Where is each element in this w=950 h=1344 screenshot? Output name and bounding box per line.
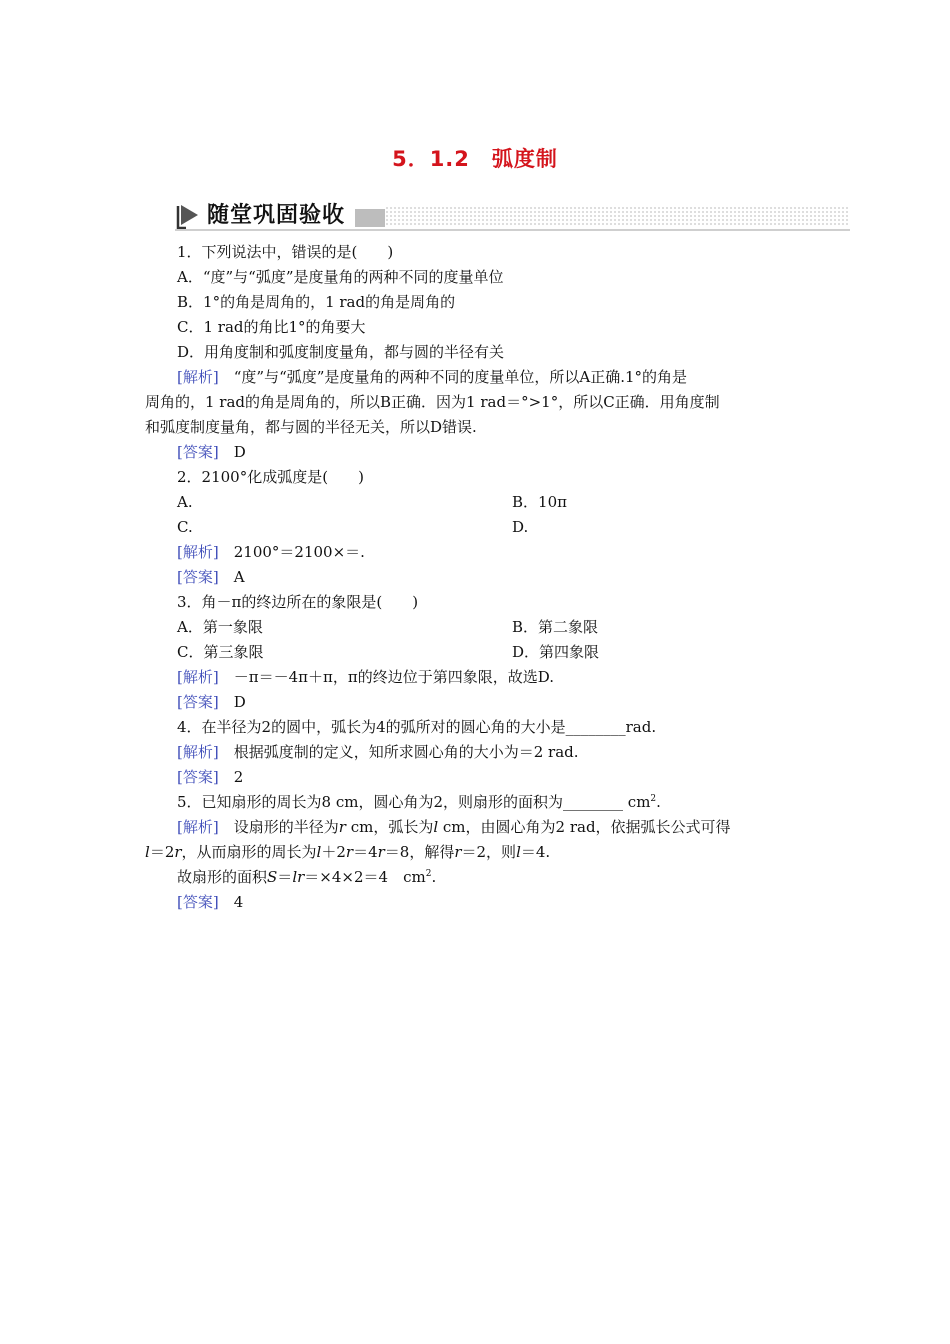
q3-option-a: A．第一象限	[177, 618, 263, 636]
var-r: r	[377, 843, 385, 861]
analysis-tag: [解析]	[177, 743, 219, 761]
page-title: 5．1.2 弧度制	[392, 147, 558, 171]
q5-b4: ＝4	[353, 843, 378, 861]
q5-b1: ＝2	[149, 843, 175, 861]
q2-analysis-text: 2100°＝2100×＝.	[233, 543, 365, 561]
banner-dots	[385, 206, 850, 226]
q5-b2: ，从而扇形的周长为	[181, 843, 317, 861]
q5-stem-sup: 2	[650, 794, 657, 804]
answer-tag: [答案]	[177, 693, 219, 711]
q1-option-d: D．用角度制和弧度制度量角，都与圆的半径有关	[177, 343, 505, 361]
q2-option-a: A.	[177, 493, 193, 511]
var-r: r	[338, 818, 346, 836]
q5-a3: cm，由圆心角为2 rad，依据弧长公式可得	[438, 818, 731, 836]
answer-tag: [答案]	[177, 893, 219, 911]
q5-answer	[145, 890, 810, 915]
q3-option-c: C．第三象限	[177, 643, 264, 661]
q5-c4: .	[431, 868, 437, 886]
q1-stem: 1．下列说法中，错误的是( )	[177, 243, 394, 261]
var-r: r	[174, 843, 182, 861]
q3-stem: 3．角－π的终边所在的象限是( )	[177, 593, 419, 611]
answer-tag: [答案]	[177, 568, 219, 586]
q1-option-a: A．“度”与“弧度”是度量角的两种不同的度量单位	[177, 268, 504, 286]
q2-answer	[145, 565, 810, 590]
q3-answer	[145, 690, 810, 715]
q5-c2: ＝	[277, 868, 293, 886]
q2-option-c: C.	[177, 518, 193, 536]
q5-b3: ＋2	[321, 843, 346, 861]
q3-analysis	[145, 665, 810, 690]
q1-option-c: C．1 rad的角比1°的角要大	[177, 318, 366, 336]
q5-a1: 设扇形的半径为	[233, 818, 339, 836]
q4-analysis-text: 根据弧度制的定义，知所求圆心角的大小为＝2 rad.	[233, 743, 579, 761]
q5-a2: cm，弧长为	[345, 818, 434, 836]
q5-b7: ＝4.	[520, 843, 551, 861]
q5-c3: ＝×4×2＝4 cm	[304, 868, 426, 886]
q5-b5: ＝8，解得	[384, 843, 455, 861]
q1-analysis-line1: “度”与“弧度”是度量角的两种不同的度量单位，所以A正确.1°的角是	[233, 368, 688, 386]
q5-b6: ＝2，则	[461, 843, 517, 861]
q2-options-row1	[145, 490, 810, 515]
exercise-content	[145, 240, 810, 915]
q2-answer-value: A	[233, 568, 245, 586]
q5-answer-value: 4	[233, 893, 244, 911]
q3-options-row1	[145, 615, 810, 640]
q2-analysis	[145, 540, 810, 565]
var-r: r	[454, 843, 462, 861]
q5-c-sup: 2	[425, 869, 432, 879]
q1-analysis-line3: 和弧度制度量角，都与圆的半径无关，所以D错误.	[145, 418, 477, 436]
q1-answer	[145, 440, 810, 465]
q1-answer-value: D	[233, 443, 246, 461]
q2-options-row2	[145, 515, 810, 540]
q4-analysis	[145, 740, 810, 765]
section-banner	[175, 200, 850, 234]
q1-analysis-line2: 周角的，1 rad的角是周角的，所以B正确．因为1 rad＝°>1°，所以C正确．用角度制	[145, 393, 720, 411]
var-s: S	[267, 868, 278, 886]
q2-option-d: D.	[512, 518, 529, 536]
q3-analysis-text: －π＝－4π＋π，π的终边位于第四象限，故选D.	[233, 668, 554, 686]
play-arrow-icon	[176, 203, 202, 229]
var-l: l	[433, 818, 439, 836]
q4-answer-value: 2	[233, 768, 244, 786]
q4-stem: 4．在半径为2的圆中，弧长为4的弧所对的圆心角的大小是________rad.	[177, 718, 657, 736]
analysis-tag: [解析]	[177, 543, 219, 561]
q5-stem-end: .	[656, 793, 661, 811]
q5-c1: 故扇形的面积	[177, 868, 268, 886]
q3-option-d: D．第四象限	[512, 643, 600, 661]
q3-answer-value: D	[233, 693, 246, 711]
q1-option-b: B．1°的角是周角的，1 rad的角是周角的	[177, 293, 456, 311]
analysis-tag: [解析]	[177, 818, 219, 836]
q2-stem: 2．2100°化成弧度是( )	[177, 468, 364, 486]
q5-analysis	[145, 815, 810, 890]
banner-grey-block	[355, 209, 385, 227]
analysis-tag: [解析]	[177, 368, 219, 386]
var-r: r	[345, 843, 354, 861]
answer-tag: [答案]	[177, 443, 219, 461]
q4-answer	[145, 765, 810, 790]
q5-analysis-line3	[145, 865, 810, 890]
q3-options-row2	[145, 640, 810, 665]
q5-analysis-line2	[145, 840, 810, 865]
var-l: l	[516, 843, 521, 861]
q5-stem-text: 5．已知扇形的周长为8 cm，圆心角为2，则扇形的面积为________ cm	[177, 793, 651, 811]
q5-stem	[145, 790, 810, 815]
analysis-tag: [解析]	[177, 668, 219, 686]
var-l: l	[145, 843, 150, 861]
var-l: l	[316, 843, 322, 861]
answer-tag: [答案]	[177, 768, 219, 786]
var-r: r	[297, 868, 305, 886]
q3-option-b: B．第二象限	[512, 618, 599, 636]
banner-label: 随堂巩固验收	[207, 203, 346, 228]
q2-option-b: B．10π	[512, 493, 567, 511]
var-l: l	[292, 868, 298, 886]
q1-analysis	[145, 365, 810, 440]
